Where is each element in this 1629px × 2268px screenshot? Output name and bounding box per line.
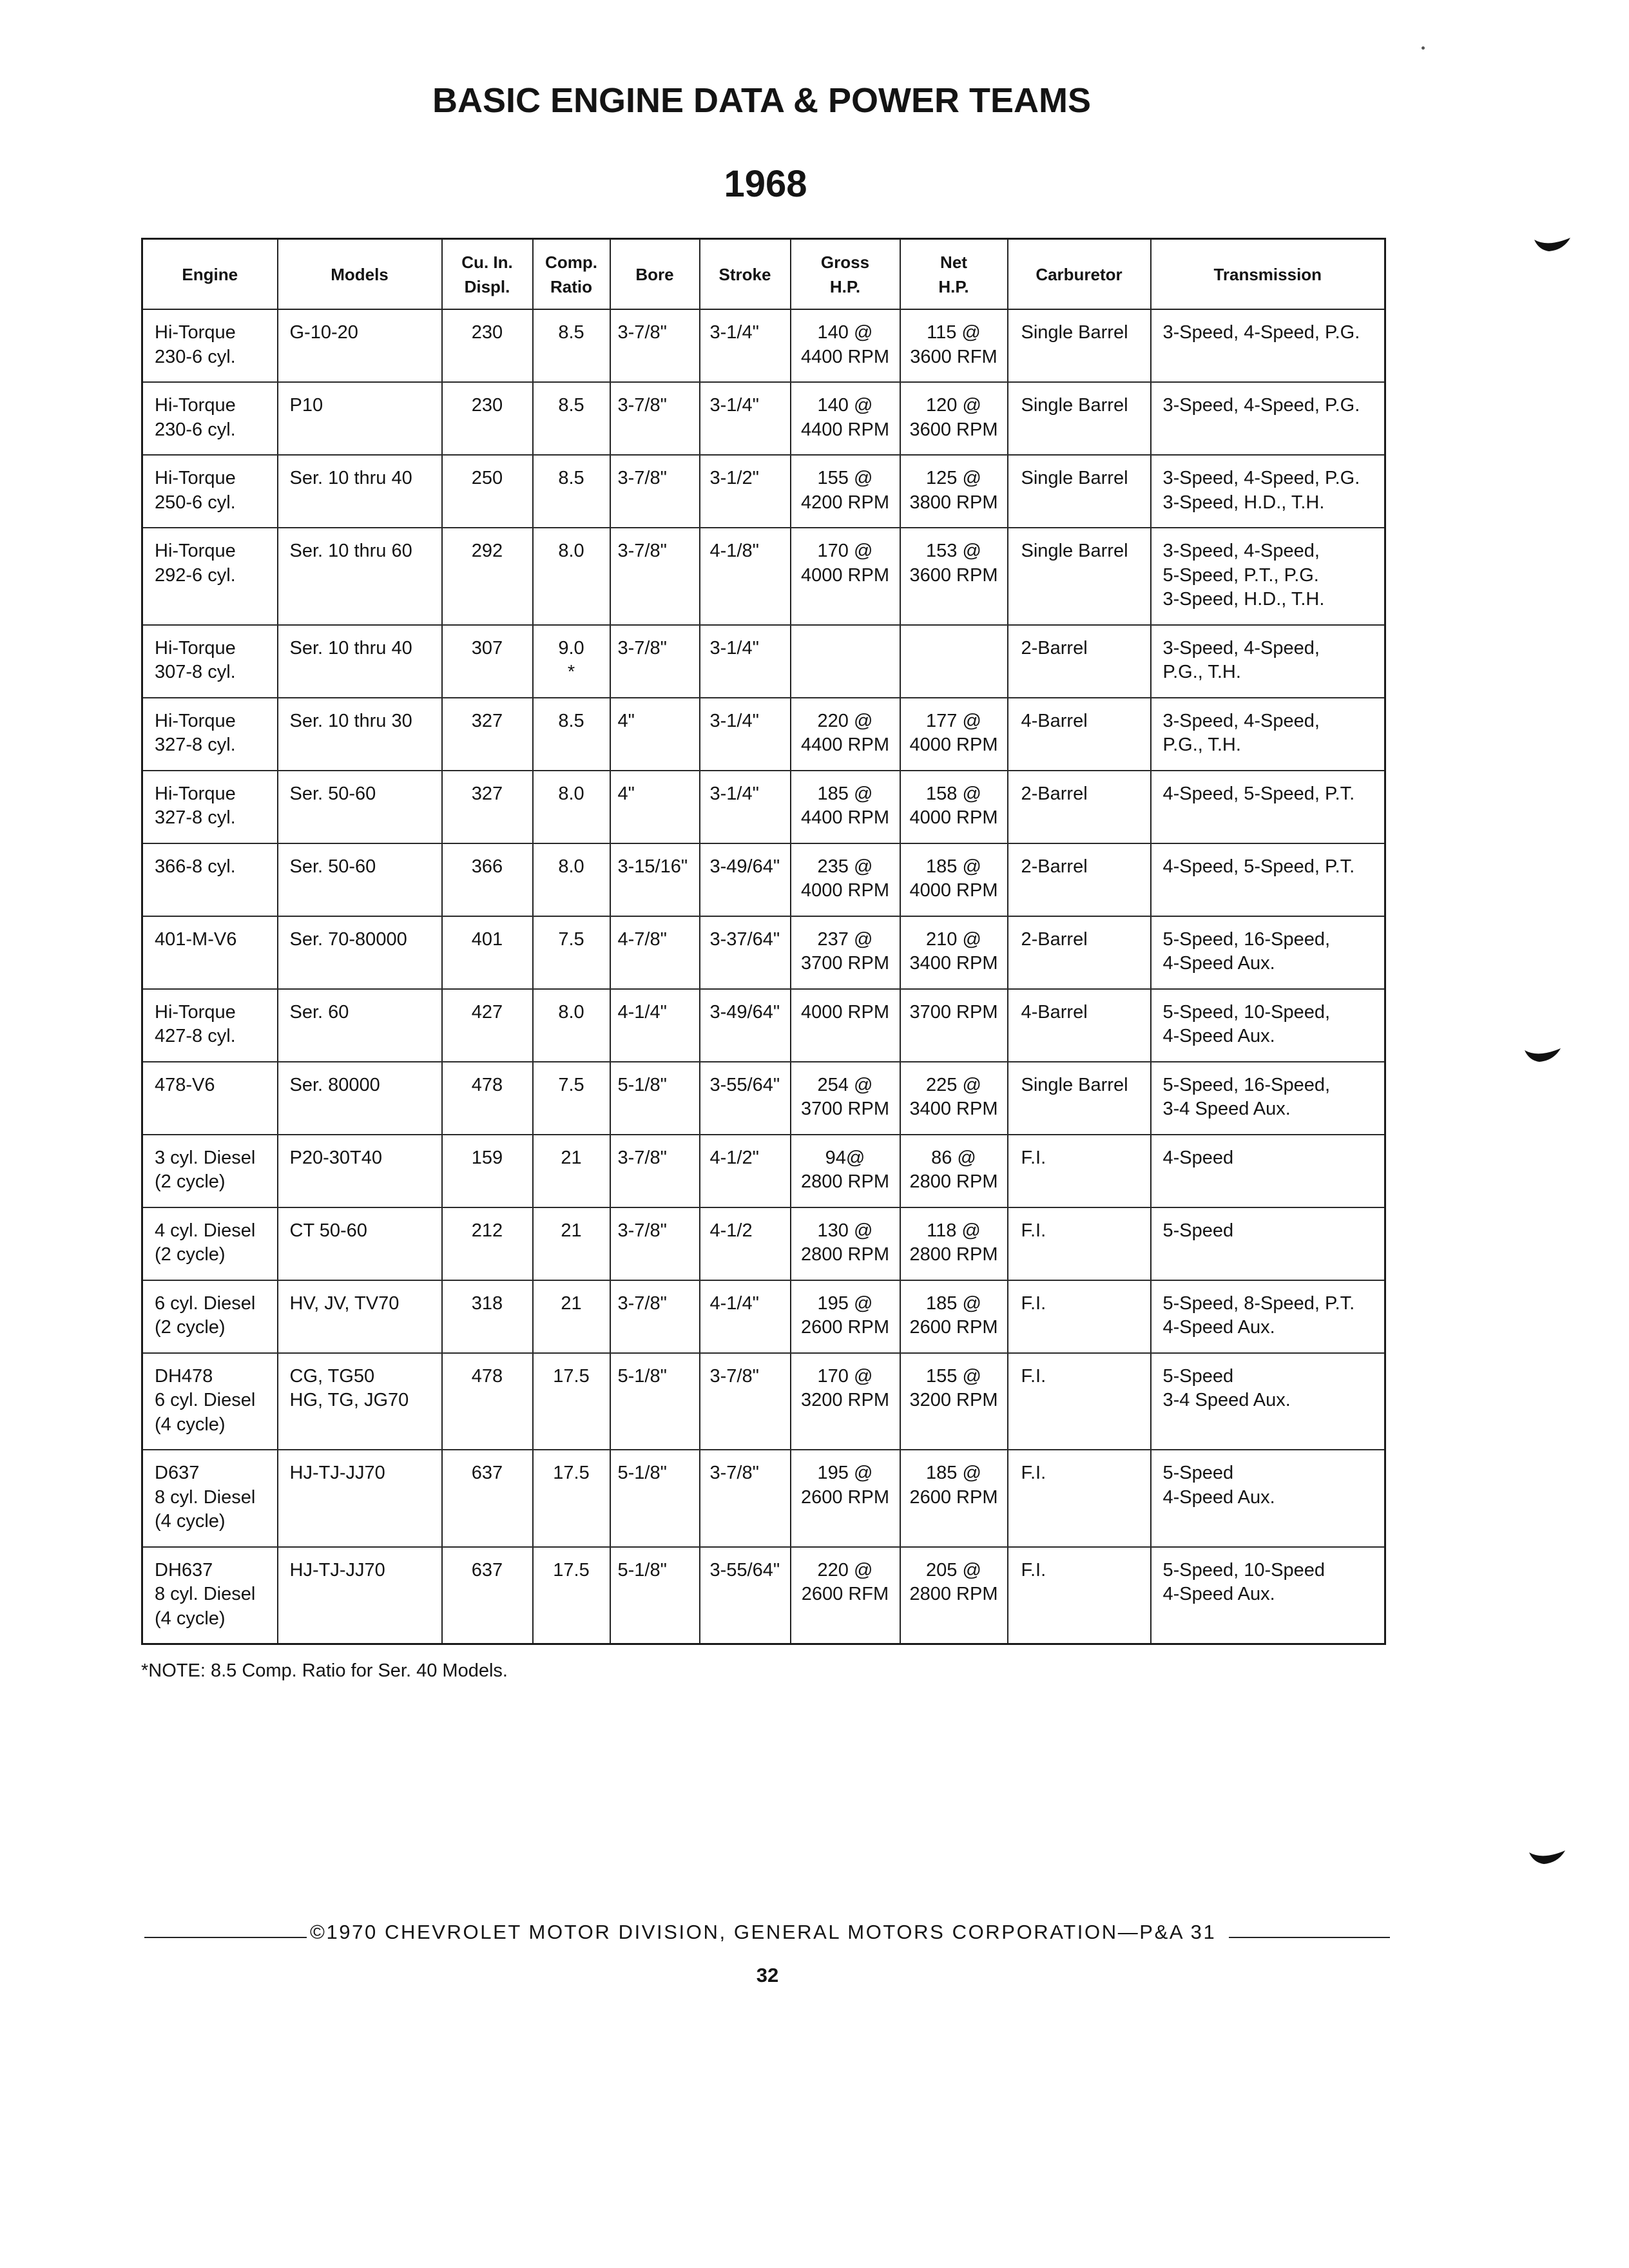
- cell-models: Ser. 60: [278, 989, 442, 1062]
- cell-transmission: 5-Speed 3-4 Speed Aux.: [1151, 1353, 1385, 1450]
- cell-stroke: 4-1/2": [700, 1135, 791, 1207]
- cell-bore: 5-1/8": [610, 1547, 700, 1644]
- table-row: [142, 916, 1385, 989]
- cell-net-hp: 210 @ 3400 RPM: [900, 916, 1008, 989]
- cell-net-hp: 3700 RPM: [900, 989, 1008, 1062]
- cell-net-hp: 155 @ 3200 RPM: [900, 1353, 1008, 1450]
- cell-models: HV, JV, TV70: [278, 1280, 442, 1353]
- cell-engine: 4 cyl. Diesel (2 cycle): [142, 1207, 278, 1280]
- cell-displacement: 230: [442, 382, 533, 455]
- cell-stroke: 3-1/4": [700, 625, 791, 698]
- cell-carburetor: 2-Barrel: [1008, 916, 1151, 989]
- cell-engine: 401-M-V6: [142, 916, 278, 989]
- cell-stroke: 3-55/64": [700, 1062, 791, 1135]
- cell-displacement: 250: [442, 455, 533, 528]
- cell-models: Ser. 70-80000: [278, 916, 442, 989]
- cell-transmission: 3-Speed, 4-Speed, P.G. 3-Speed, H.D., T.H.: [1151, 455, 1385, 528]
- cell-stroke: 4-1/4": [700, 1280, 791, 1353]
- cell-engine: Hi-Torque 230-6 cyl.: [142, 382, 278, 455]
- cell-gross-hp: 155 @ 4200 RPM: [791, 455, 900, 528]
- table-row: [142, 1353, 1385, 1450]
- cell-displacement: 427: [442, 989, 533, 1062]
- cell-displacement: 327: [442, 771, 533, 843]
- cell-carburetor: 4-Barrel: [1008, 698, 1151, 771]
- cell-transmission: 5-Speed, 8-Speed, P.T. 4-Speed Aux.: [1151, 1280, 1385, 1353]
- header-net-hp: Net H.P.: [900, 239, 1008, 310]
- cell-gross-hp: 140 @ 4400 RPM: [791, 309, 900, 382]
- cell-gross-hp: 94@ 2800 RPM: [791, 1135, 900, 1207]
- cell-stroke: 3-7/8": [700, 1450, 791, 1547]
- cell-gross-hp: 185 @ 4400 RPM: [791, 771, 900, 843]
- cell-displacement: 327: [442, 698, 533, 771]
- cell-displacement: 230: [442, 309, 533, 382]
- cell-models: CG, TG50 HG, TG, JG70: [278, 1353, 442, 1450]
- cell-transmission: 5-Speed 4-Speed Aux.: [1151, 1450, 1385, 1547]
- cell-net-hp: 118 @ 2800 RPM: [900, 1207, 1008, 1280]
- cell-gross-hp: 220 @ 4400 RPM: [791, 698, 900, 771]
- cell-gross-hp: 220 @ 2600 RFM: [791, 1547, 900, 1644]
- cell-bore: 3-7/8": [610, 382, 700, 455]
- cell-gross-hp: 195 @ 2600 RPM: [791, 1450, 900, 1547]
- cell-carburetor: F.I.: [1008, 1547, 1151, 1644]
- cell-transmission: 3-Speed, 4-Speed, P.G.: [1151, 309, 1385, 382]
- cell-bore: 3-7/8": [610, 1280, 700, 1353]
- cell-carburetor: F.I.: [1008, 1135, 1151, 1207]
- cell-net-hp: [900, 625, 1008, 698]
- cell-compression-ratio: 8.5: [533, 698, 610, 771]
- table-row: [142, 1280, 1385, 1353]
- cell-compression-ratio: 8.5: [533, 382, 610, 455]
- table-row: [142, 455, 1385, 528]
- cell-stroke: 4-1/2: [700, 1207, 791, 1280]
- scan-mark: [1528, 1850, 1566, 1867]
- cell-bore: 4": [610, 698, 700, 771]
- cell-compression-ratio: 21: [533, 1135, 610, 1207]
- scan-mark: [1534, 237, 1571, 254]
- table-row: [142, 309, 1385, 382]
- page-year-heading: 1968: [724, 163, 807, 205]
- cell-carburetor: Single Barrel: [1008, 382, 1151, 455]
- cell-net-hp: 185 @ 4000 RPM: [900, 843, 1008, 916]
- cell-compression-ratio: 17.5: [533, 1353, 610, 1450]
- cell-displacement: 366: [442, 843, 533, 916]
- cell-compression-ratio: 8.0: [533, 843, 610, 916]
- cell-gross-hp: 195 @ 2600 RPM: [791, 1280, 900, 1353]
- cell-net-hp: 158 @ 4000 RPM: [900, 771, 1008, 843]
- footnote: *NOTE: 8.5 Comp. Ratio for Ser. 40 Models.: [141, 1660, 508, 1681]
- cell-engine: 366-8 cyl.: [142, 843, 278, 916]
- header-transmission: Transmission: [1151, 239, 1385, 310]
- cell-carburetor: 2-Barrel: [1008, 771, 1151, 843]
- cell-gross-hp: 140 @ 4400 RPM: [791, 382, 900, 455]
- header-compression-ratio: Comp. Ratio: [533, 239, 610, 310]
- cell-stroke: 3-55/64": [700, 1547, 791, 1644]
- cell-models: Ser. 10 thru 40: [278, 455, 442, 528]
- cell-models: Ser. 80000: [278, 1062, 442, 1135]
- cell-gross-hp: 254 @ 3700 RPM: [791, 1062, 900, 1135]
- cell-displacement: 401: [442, 916, 533, 989]
- table-row: [142, 989, 1385, 1062]
- cell-bore: 5-1/8": [610, 1062, 700, 1135]
- cell-net-hp: 115 @ 3600 RFM: [900, 309, 1008, 382]
- cell-bore: 4-1/4": [610, 989, 700, 1062]
- copyright-footer: ©1970 CHEVROLET MOTOR DIVISION, GENERAL MOTORS CORPORATION—P&A 31: [310, 1921, 1217, 1943]
- footer-rule-left: [144, 1937, 307, 1938]
- cell-compression-ratio: 8.0: [533, 989, 610, 1062]
- cell-transmission: 4-Speed: [1151, 1135, 1385, 1207]
- engine-data-table: [141, 238, 1386, 1645]
- cell-carburetor: 2-Barrel: [1008, 843, 1151, 916]
- cell-engine: Hi-Torque 327-8 cyl.: [142, 771, 278, 843]
- cell-models: P20-30T40: [278, 1135, 442, 1207]
- cell-carburetor: F.I.: [1008, 1280, 1151, 1353]
- cell-compression-ratio: 7.5: [533, 1062, 610, 1135]
- cell-engine: DH478 6 cyl. Diesel (4 cycle): [142, 1353, 278, 1450]
- header-stroke: Stroke: [700, 239, 791, 310]
- cell-gross-hp: 170 @ 3200 RPM: [791, 1353, 900, 1450]
- cell-carburetor: Single Barrel: [1008, 309, 1151, 382]
- cell-gross-hp: 237 @ 3700 RPM: [791, 916, 900, 989]
- cell-net-hp: 225 @ 3400 RPM: [900, 1062, 1008, 1135]
- cell-transmission: 5-Speed, 16-Speed, 3-4 Speed Aux.: [1151, 1062, 1385, 1135]
- cell-transmission: 3-Speed, 4-Speed, P.G., T.H.: [1151, 698, 1385, 771]
- cell-compression-ratio: 8.5: [533, 309, 610, 382]
- cell-transmission: 5-Speed, 10-Speed, 4-Speed Aux.: [1151, 989, 1385, 1062]
- cell-compression-ratio: 21: [533, 1207, 610, 1280]
- page-title: BASIC ENGINE DATA & POWER TEAMS: [432, 81, 1092, 120]
- table-row: [142, 1207, 1385, 1280]
- cell-engine: Hi-Torque 292-6 cyl.: [142, 528, 278, 625]
- cell-models: CT 50-60: [278, 1207, 442, 1280]
- cell-gross-hp: 235 @ 4000 RPM: [791, 843, 900, 916]
- cell-bore: 3-7/8": [610, 528, 700, 625]
- cell-models: Ser. 50-60: [278, 771, 442, 843]
- cell-bore: 5-1/8": [610, 1353, 700, 1450]
- cell-compression-ratio: 7.5: [533, 916, 610, 989]
- header-bore: Bore: [610, 239, 700, 310]
- cell-bore: 3-15/16": [610, 843, 700, 916]
- scan-mark: [1421, 46, 1425, 50]
- cell-bore: 3-7/8": [610, 625, 700, 698]
- cell-carburetor: 4-Barrel: [1008, 989, 1151, 1062]
- cell-net-hp: 185 @ 2600 RPM: [900, 1280, 1008, 1353]
- table-row: [142, 1547, 1385, 1644]
- page-number: 32: [756, 1964, 779, 1986]
- cell-models: P10: [278, 382, 442, 455]
- cell-carburetor: Single Barrel: [1008, 1062, 1151, 1135]
- cell-displacement: 637: [442, 1450, 533, 1547]
- cell-engine: Hi-Torque 327-8 cyl.: [142, 698, 278, 771]
- cell-engine: Hi-Torque 230-6 cyl.: [142, 309, 278, 382]
- cell-net-hp: 153 @ 3600 RPM: [900, 528, 1008, 625]
- cell-carburetor: F.I.: [1008, 1450, 1151, 1547]
- cell-compression-ratio: 17.5: [533, 1450, 610, 1547]
- cell-bore: 4-7/8": [610, 916, 700, 989]
- cell-engine: Hi-Torque 307-8 cyl.: [142, 625, 278, 698]
- cell-gross-hp: 4000 RPM: [791, 989, 900, 1062]
- table-row: [142, 1062, 1385, 1135]
- cell-bore: 4": [610, 771, 700, 843]
- table-row: [142, 698, 1385, 771]
- cell-displacement: 307: [442, 625, 533, 698]
- cell-transmission: 3-Speed, 4-Speed, P.G., T.H.: [1151, 625, 1385, 698]
- cell-models: Ser. 10 thru 60: [278, 528, 442, 625]
- scan-mark: [1524, 1048, 1561, 1064]
- cell-carburetor: Single Barrel: [1008, 455, 1151, 528]
- header-carburetor: Carburetor: [1008, 239, 1151, 310]
- cell-stroke: 3-49/64": [700, 989, 791, 1062]
- cell-net-hp: 120 @ 3600 RPM: [900, 382, 1008, 455]
- table-body: [142, 309, 1385, 1644]
- cell-engine: D637 8 cyl. Diesel (4 cycle): [142, 1450, 278, 1547]
- cell-compression-ratio: 8.0: [533, 771, 610, 843]
- cell-net-hp: 205 @ 2800 RPM: [900, 1547, 1008, 1644]
- cell-transmission: 5-Speed, 16-Speed, 4-Speed Aux.: [1151, 916, 1385, 989]
- cell-compression-ratio: 8.5: [533, 455, 610, 528]
- cell-displacement: 637: [442, 1547, 533, 1644]
- table-row: [142, 771, 1385, 843]
- cell-models: HJ-TJ-JJ70: [278, 1450, 442, 1547]
- cell-engine: Hi-Torque 427-8 cyl.: [142, 989, 278, 1062]
- cell-compression-ratio: 9.0 *: [533, 625, 610, 698]
- cell-transmission: 4-Speed, 5-Speed, P.T.: [1151, 771, 1385, 843]
- cell-gross-hp: 170 @ 4000 RPM: [791, 528, 900, 625]
- cell-gross-hp: 130 @ 2800 RPM: [791, 1207, 900, 1280]
- header-displacement: Cu. In. Displ.: [442, 239, 533, 310]
- cell-net-hp: 185 @ 2600 RPM: [900, 1450, 1008, 1547]
- cell-compression-ratio: 17.5: [533, 1547, 610, 1644]
- table-header: [142, 239, 1385, 310]
- cell-bore: 3-7/8": [610, 455, 700, 528]
- cell-engine: 478-V6: [142, 1062, 278, 1135]
- table-row: [142, 1450, 1385, 1547]
- cell-stroke: 3-37/64": [700, 916, 791, 989]
- header-engine: Engine: [142, 239, 278, 310]
- cell-models: Ser. 10 thru 30: [278, 698, 442, 771]
- cell-stroke: 3-7/8": [700, 1353, 791, 1450]
- cell-models: HJ-TJ-JJ70: [278, 1547, 442, 1644]
- cell-stroke: 3-1/2": [700, 455, 791, 528]
- cell-transmission: 5-Speed: [1151, 1207, 1385, 1280]
- table-row: [142, 382, 1385, 455]
- cell-displacement: 318: [442, 1280, 533, 1353]
- cell-transmission: 4-Speed, 5-Speed, P.T.: [1151, 843, 1385, 916]
- footer-rule-right: [1229, 1937, 1390, 1938]
- cell-stroke: 4-1/8": [700, 528, 791, 625]
- cell-stroke: 3-1/4": [700, 698, 791, 771]
- cell-net-hp: 125 @ 3800 RPM: [900, 455, 1008, 528]
- cell-compression-ratio: 8.0: [533, 528, 610, 625]
- cell-transmission: 5-Speed, 10-Speed 4-Speed Aux.: [1151, 1547, 1385, 1644]
- cell-stroke: 3-1/4": [700, 382, 791, 455]
- cell-engine: 3 cyl. Diesel (2 cycle): [142, 1135, 278, 1207]
- table-row: [142, 843, 1385, 916]
- cell-engine: DH637 8 cyl. Diesel (4 cycle): [142, 1547, 278, 1644]
- cell-models: Ser. 10 thru 40: [278, 625, 442, 698]
- cell-carburetor: F.I.: [1008, 1353, 1151, 1450]
- cell-transmission: 3-Speed, 4-Speed, 5-Speed, P.T., P.G. 3-Speed, H.D., T.H.: [1151, 528, 1385, 625]
- cell-net-hp: 177 @ 4000 RPM: [900, 698, 1008, 771]
- cell-bore: 5-1/8": [610, 1450, 700, 1547]
- cell-displacement: 159: [442, 1135, 533, 1207]
- table-header-row: [142, 239, 1385, 310]
- table-row: [142, 528, 1385, 625]
- cell-transmission: 3-Speed, 4-Speed, P.G.: [1151, 382, 1385, 455]
- cell-net-hp: 86 @ 2800 RPM: [900, 1135, 1008, 1207]
- cell-compression-ratio: 21: [533, 1280, 610, 1353]
- header-models: Models: [278, 239, 442, 310]
- cell-bore: 3-7/8": [610, 1207, 700, 1280]
- cell-displacement: 478: [442, 1353, 533, 1450]
- cell-carburetor: F.I.: [1008, 1207, 1151, 1280]
- cell-displacement: 478: [442, 1062, 533, 1135]
- table-row: [142, 625, 1385, 698]
- cell-engine: 6 cyl. Diesel (2 cycle): [142, 1280, 278, 1353]
- cell-models: G-10-20: [278, 309, 442, 382]
- cell-bore: 3-7/8": [610, 309, 700, 382]
- cell-bore: 3-7/8": [610, 1135, 700, 1207]
- cell-models: Ser. 50-60: [278, 843, 442, 916]
- cell-stroke: 3-1/4": [700, 309, 791, 382]
- cell-displacement: 212: [442, 1207, 533, 1280]
- cell-carburetor: 2-Barrel: [1008, 625, 1151, 698]
- cell-stroke: 3-1/4": [700, 771, 791, 843]
- cell-stroke: 3-49/64": [700, 843, 791, 916]
- cell-engine: Hi-Torque 250-6 cyl.: [142, 455, 278, 528]
- table-row: [142, 1135, 1385, 1207]
- cell-displacement: 292: [442, 528, 533, 625]
- cell-carburetor: Single Barrel: [1008, 528, 1151, 625]
- cell-gross-hp: [791, 625, 900, 698]
- header-gross-hp: Gross H.P.: [791, 239, 900, 310]
